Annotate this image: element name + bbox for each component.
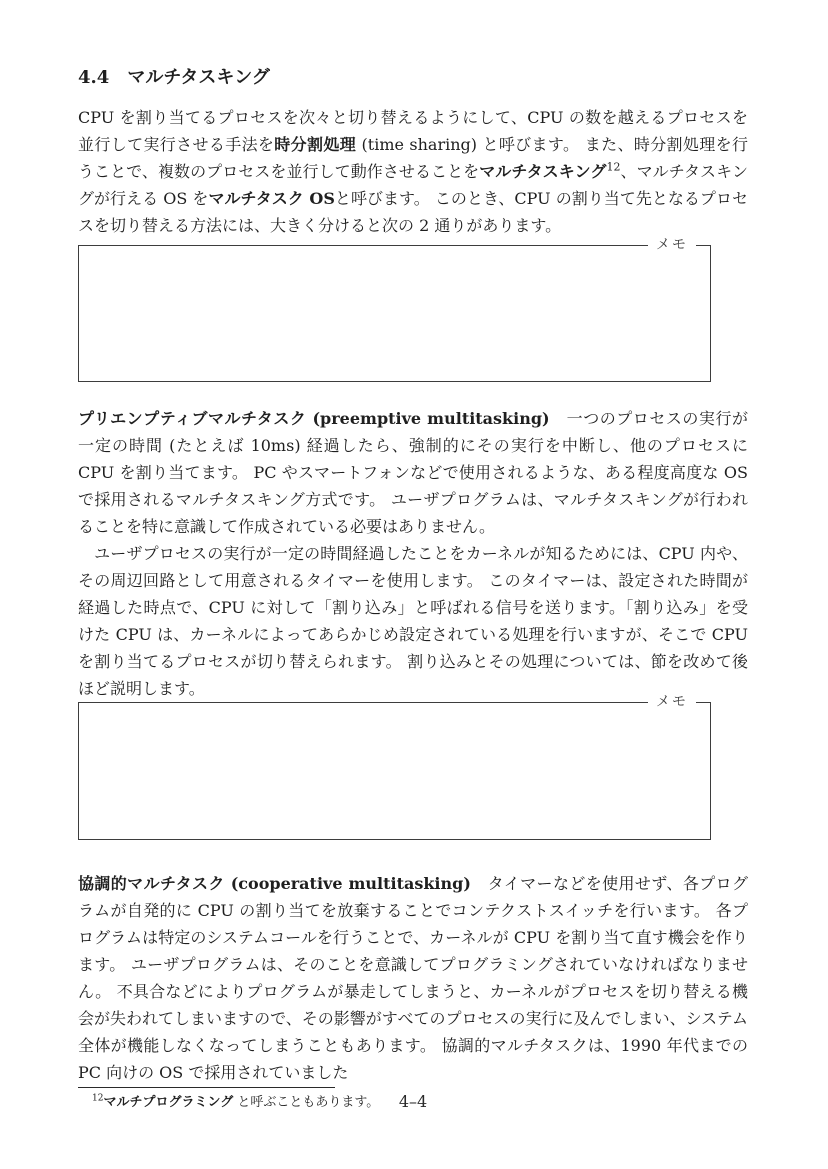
paragraph-cooperative-multitasking: 協調的マルチタスク (cooperative multitasking) タイマーなどを使用せず、各プログラムが自発的に CPU の割り当てを放棄することでコンテクストスイッチを行います。 各プログラムは特定のシステムコールを行うことで、カーネルが CPU を割り当て直す機会を作ります。 ユーザプログラムは、そのことを意識してプログラミングされていなければなりません。 不具合などによりプログラムが暴走してしまうと、カーネルがプロセスを切り替える機会が失われてしまいますので、その影響がすべてのプロセスの実行に及んでしまい、システム全体が機能しなくなってしまうこともあります。 協調的マルチタスクは、1990 年代までの PC 向けの OS で採用されていました (78, 874, 748, 1082)
memo-box-1 (78, 237, 711, 382)
page-number: 4–4 (398, 1092, 428, 1111)
memo-box-2 (78, 694, 711, 840)
section-heading (78, 66, 748, 90)
section-number: 4.4 (78, 67, 110, 88)
section-title: マルチタスキング (127, 67, 270, 88)
paragraph-intro: CPU を割り当てるプロセスを次々と切り替えるようにして、CPU の数を越えるプロセスを並行して実行させる手法を時分割処理 (time sharing) と呼びます。 また、時分割処理を行うことで、複数のプロセスを並行して動作させることをマルチタスキング$^{12}$、マルチタスキングが行える OS をマルチタスク OSと呼びます。 このとき、CPU の割り当て先となるプロセスを切り替える方法には、大きく分けると次の 2 通りがあります。 (78, 108, 748, 235)
paragraph-preemptive-multitasking: プリエンプティブマルチタスク (preemptive multitasking) 一つのプロセスの実行が一定の時間 (たとえば 10ms) 経過したら、強制的にその実行を中断し、他のプロセスに CPU を割り当てます。 PC やスマートフォンなどで使用されるような、ある程度高度な OS で採用されるマルチタスキング方式です。 ユーザプログラムは、マルチタスキングが行われることを特に意識して作成されている必要はありません。 (78, 409, 748, 536)
paragraph-timer-interrupt: ユーザプロセスの実行が一定の時間経過したことをカーネルが知るためには、CPU 内や、その周辺回路として用意されるタイマーを使用します。 このタイマーは、設定された時間が経過した時点で、CPU に対して「割り込み」と呼ばれる信号を送ります。「割り込み」を受けた CPU は、カーネルによってあらかじめ設定されている処理を行いますが、そこで CPU を割り当てるプロセスが切り替えられます。 割り込みとその処理については、節を改めて後ほど説明します。 (78, 544, 748, 698)
footnote-text: $^{12}$マルチプログラミング と呼ぶこともあります。 (92, 1093, 380, 1110)
footnote-rule (78, 1087, 335, 1088)
memo-label-2: メモ (648, 693, 696, 711)
memo-label-1: メモ (648, 236, 696, 254)
